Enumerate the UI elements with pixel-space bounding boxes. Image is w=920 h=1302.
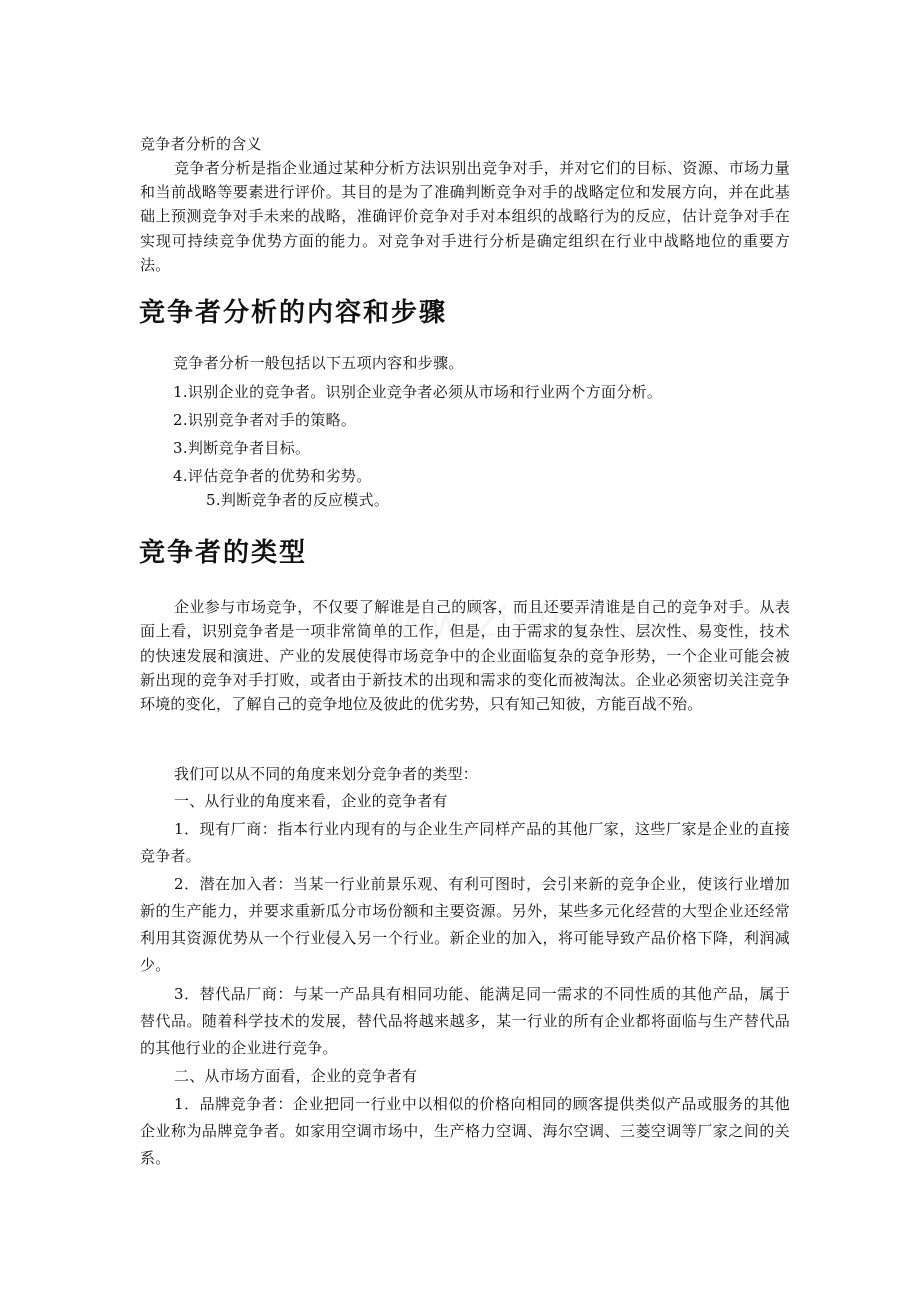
heading-content-steps: 竞争者分析的内容和步骤 xyxy=(139,298,448,328)
steps-intro: 竞争者分析一般包括以下五项内容和步骤。 xyxy=(173,354,464,372)
section-title-meaning: 竞争者分析的含义 xyxy=(140,135,262,153)
step-item: 2.识别竞争者对手的策略。 xyxy=(173,411,357,429)
market-item: 1．品牌竞争者：企业把同一行业中以相似的价格向相同的顾客提供类似产品或服务的其他企业称为品牌竞争者。如家用空调市场中，生产格力空调、海尔空调、三菱空调等厂家之间的关系。 xyxy=(140,1095,790,1167)
industry-item: 1．现有厂商：指本行业内现有的与企业生产同样产品的其他厂家，这些厂家是企业的直接竞争者。 xyxy=(140,820,790,865)
industry-heading: 一、从行业的角度来看，企业的竞争者有 xyxy=(174,792,448,810)
types-paragraph: 企业参与市场竞争，不仅要了解谁是自己的顾客，而且还要弄清谁是自己的竞争对手。从表面上看，识别竞争者是一项非常简单的工作，但是，由于需求的复杂性、层次性、易变性，技术的快速发展和演进、产业的发展使得市场竞争中的企业面临复杂的竞争形势，一个企业可能会被新出现的竞争对手打败，或者由于新技术的出现和需求的变化而被淘汰。企业必须密切关注竞争环境的变化，了解自己的竞争地位及彼此的优劣势，只有知己知彼，方能百战不殆。 xyxy=(140,598,790,714)
step-item: 5.判断竞争者的反应模式。 xyxy=(206,491,390,509)
industry-item: 3．替代品厂商：与某一产品具有相同功能、能满足同一需求的不同性质的其他产品，属于替代品。随着科学技术的发展，替代品将越来越多，某一行业的所有企业都将面临与生产替代品的其他行业的企业进行竞争。 xyxy=(140,985,790,1057)
meaning-paragraph: 竞争者分析是指企业通过某种分析方法识别出竞争对手，并对它们的目标、资源、市场力量和当前战略等要素进行评价。其目的是为了准确判断竞争对手的战略定位和发展方向，并在此基础上预测竞争对手未来的战略，准确评价竞争对手对本组织的战略行为的反应，估计竞争对手在实现可持续竞争优势方面的能力。对竞争对手进行分析是确定组织在行业中战略地位的重要方法。 xyxy=(140,159,790,274)
heading-competitor-types: 竞争者的类型 xyxy=(139,538,308,568)
step-item: 3.判断竞争者目标。 xyxy=(173,439,311,457)
step-item: 1.识别企业的竞争者。识别企业竞争者必须从市场和行业两个方面分析。 xyxy=(173,383,663,401)
types-intro: 我们可以从不同的角度来划分竞争者的类型： xyxy=(174,765,479,783)
industry-item: 2．潜在加入者：当某一行业前景乐观、有利可图时，会引来新的竞争企业，使该行业增加新的生产能力，并要求重新瓜分市场份额和主要资源。另外，某些多元化经营的大型企业还经常利用其资源优势从一个行业侵入另一个行业。新企业的加入，将可能导致产品价格下降，利润减少。 xyxy=(140,875,790,974)
step-item: 4.评估竞争者的优势和劣势。 xyxy=(173,467,372,485)
market-heading: 二、从市场方面看，企业的竞争者有 xyxy=(174,1067,418,1085)
